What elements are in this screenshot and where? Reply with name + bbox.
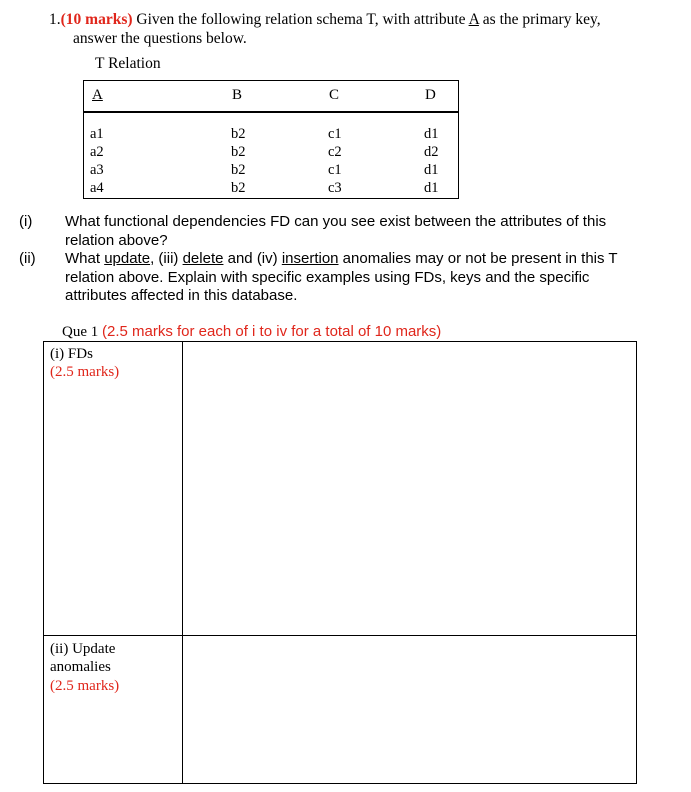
cell: a4	[90, 180, 104, 196]
header-a	[92, 87, 103, 104]
answer-section-label	[62, 323, 441, 341]
answer-table	[43, 341, 637, 784]
column-d	[424, 125, 439, 197]
cell: c1	[328, 126, 342, 142]
subquestion-ii-text	[65, 250, 618, 306]
cell: c1	[328, 162, 342, 178]
que-label: Que 1	[62, 324, 99, 340]
subquestion-ii-line2: relation above. Explain with specific examples using FDs, keys and the specific	[65, 268, 590, 286]
cell: b2	[231, 144, 246, 160]
row-marks: (2.5 marks)	[50, 364, 120, 380]
question-text-part2: as the primary key,	[478, 11, 601, 28]
sq-ii-part4: anomalies may or not be present in this T	[338, 250, 618, 267]
relation-caption: T Relation	[95, 55, 161, 72]
question-number: 1.	[49, 11, 61, 28]
subquestion-i-line2: relation above?	[65, 231, 168, 249]
subquestion-i-marker: (i)	[19, 213, 33, 230]
cell: b2	[231, 180, 246, 196]
relation-table	[83, 80, 459, 199]
cell: d1	[424, 126, 439, 142]
question-text-line2: answer the questions below.	[73, 30, 247, 47]
subquestion-ii-line1	[65, 250, 618, 269]
cell: d1	[424, 162, 439, 178]
subquestion-i-line1: What functional dependencies FD can you see exist between the attributes of this	[65, 213, 607, 230]
primary-key-attr: A	[468, 11, 479, 28]
subquestion-i-text	[65, 213, 606, 250]
column-c	[328, 125, 342, 197]
cell: d2	[424, 144, 439, 160]
cell: c2	[328, 144, 342, 160]
row-marks: (2.5 marks)	[50, 678, 120, 694]
cell: a3	[90, 162, 104, 178]
sq-ii-insertion: insertion	[281, 250, 339, 267]
row-label-line: (i) FDs	[50, 346, 93, 362]
question-marks: (10 marks)	[60, 11, 133, 28]
question-heading	[49, 11, 601, 29]
column-divider	[182, 342, 183, 783]
header-c: C	[329, 87, 340, 103]
column-a	[90, 125, 104, 197]
cell: c3	[328, 180, 342, 196]
subquestion-ii-marker: (ii)	[19, 250, 36, 267]
sq-ii-delete: delete	[182, 250, 224, 267]
row-divider	[44, 635, 636, 636]
marks-note: (2.5 marks for each of i to iv for a total of 10 marks)	[102, 323, 442, 340]
answer-row-fds-label	[50, 345, 119, 381]
sq-ii-update: update	[104, 250, 151, 267]
relation-header-row	[84, 81, 458, 113]
subquestion-ii-line3: attributes affected in this database.	[65, 287, 298, 304]
cell: b2	[231, 162, 246, 178]
cell: b2	[231, 126, 246, 142]
sq-ii-part3: and (iv)	[223, 250, 282, 267]
answer-cell-update[interactable]	[184, 637, 636, 783]
header-a-label: A	[92, 87, 103, 103]
cell: a1	[90, 126, 104, 142]
row-label-line: anomalies	[50, 659, 111, 675]
column-b	[231, 125, 246, 197]
header-b: B	[232, 87, 243, 103]
answer-row-update-label	[50, 640, 119, 695]
row-label-line: (ii) Update	[50, 641, 116, 657]
header-d: D	[425, 87, 436, 103]
sq-ii-part2: , (iii)	[150, 250, 183, 267]
sq-ii-part1: What	[65, 250, 105, 267]
answer-cell-fds[interactable]	[184, 342, 636, 634]
cell: d1	[424, 180, 439, 196]
cell: a2	[90, 144, 104, 160]
question-text-part1: Given the following relation schema T, with attribute	[132, 11, 469, 28]
